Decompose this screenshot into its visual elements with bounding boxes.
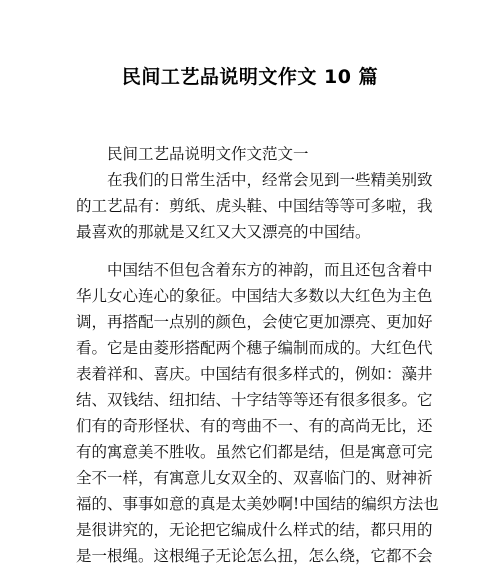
paragraph-line: 全不一样，有寓意儿女双全的、双喜临门的、财神祈: [76, 469, 433, 487]
paragraph-spacer: [76, 245, 428, 257]
document-title: 民间工艺品说明文作文 10 篇: [121, 66, 379, 88]
paragraph-line: 表着祥和、喜庆。中国结有很多样式的，例如：藻井: [76, 365, 433, 383]
paragraph-line: 结、双钱结、纽扣结、十字结等等还有很多很多。它: [76, 391, 433, 409]
paragraph-line: 们有的奇形怪状、有的弯曲不一、有的高尚无比，还: [76, 417, 433, 435]
paragraph-line: 是很讲究的，无论把它编成什么样式的结，都只用的: [76, 521, 433, 539]
paragraph-line: 的工艺品有：剪纸、虎头鞋、中国结等等可多啦，我: [76, 197, 433, 215]
paragraph-line: 中国结不但包含着东方的神韵，而且还包含着中: [107, 261, 433, 279]
paragraph-line: 最喜欢的那就是又红又大又漂亮的中国结。: [76, 223, 371, 241]
paragraph-line: 调，再搭配一点别的颜色，会使它更加漂亮、更加好: [76, 313, 433, 331]
paragraph-line: 是一根绳。这根绳子无论怎么扭，怎么绕，它都不会: [76, 547, 433, 565]
section-subtitle: 民间工艺品说明文作文范文一: [107, 145, 309, 163]
paragraph-line: 有的寓意美不胜收。虽然它们都是结，但是寓意可完: [76, 443, 433, 461]
document-body: [76, 141, 439, 565]
paragraph-line: 福的、事事如意的真是太美妙啊!中国结的编织方法也: [76, 495, 439, 513]
paragraph-line: 华儿女心连心的象征。中国结大多数以大红色为主色: [76, 287, 433, 305]
paragraph-line: 在我们的日常生活中，经常会见到一些精美别致: [107, 171, 433, 189]
paragraph-line: 看。它是由菱形搭配两个穗子编制而成的。大红色代: [76, 339, 433, 357]
